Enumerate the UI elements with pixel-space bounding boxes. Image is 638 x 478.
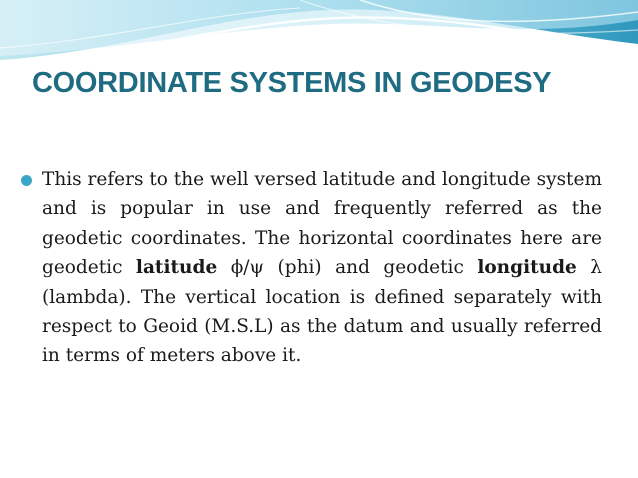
longitude-bold-text: longitude (477, 257, 577, 279)
header-wave-decoration (0, 0, 638, 66)
bullet-text-part-2: ϕ/ψ (phi) and geodetic (217, 257, 478, 279)
bullet-text-part-3: λ (lambda). The vertical location is defined separately with respect to Geoid (M.S.L) as the datum and usually referred in terms of meters above it. (42, 257, 603, 367)
slide-title: COORDINATE SYSTEMS IN GEODESY (32, 67, 552, 99)
latitude-bold-text: latitude (135, 257, 218, 279)
bullet-icon (21, 175, 32, 186)
bullet-text-part-1: This refers to the well versed latitude and longitude system and is popular in use and frequently referred as the geodetic coordinates. The horizontal coordinates here are geodetic (42, 169, 602, 279)
bullet-text (42, 165, 602, 371)
